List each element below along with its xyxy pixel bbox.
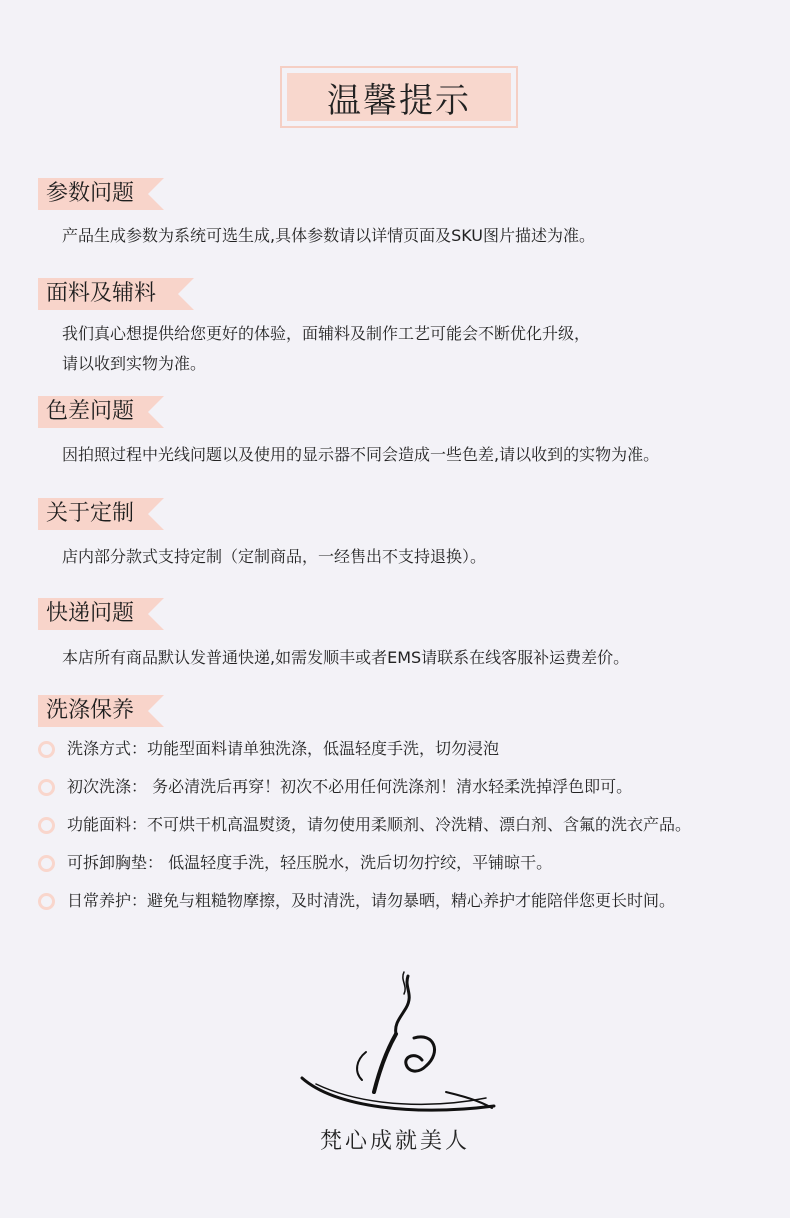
- section-text-color: 因拍照过程中光线问题以及使用的显示器不同会造成一些色差,请以收到的实物为准。: [62, 445, 660, 464]
- care-item: [38, 887, 675, 915]
- circle-bullet-icon: [38, 741, 55, 758]
- section-heading-text: 面料及辅料: [46, 281, 157, 306]
- section-heading-text: 参数问题: [46, 181, 135, 206]
- care-item: [38, 811, 691, 839]
- care-item: [38, 849, 552, 877]
- circle-bullet-icon: [38, 893, 55, 910]
- section-text-fabric-1: 我们真心想提供给您更好的体验，面辅料及制作工艺可能会不断优化升级，: [62, 324, 591, 343]
- section-heading-shipping: [38, 598, 134, 630]
- section-heading-text: 洗涤保养: [46, 698, 135, 723]
- page-title: 温馨提示: [287, 73, 511, 121]
- care-item-text: 日常养护：避免与粗糙物摩擦，及时清洗，请勿暴晒，精心养护才能陪伴您更长时间。: [67, 891, 676, 910]
- section-heading-care: [38, 695, 134, 727]
- circle-bullet-icon: [38, 855, 55, 872]
- section-heading-custom: [38, 498, 134, 530]
- care-item-text: 初次洗涤： 务必清洗后再穿！初次不必用任何洗涤剂！清水轻柔洗掉浮色即可。: [67, 777, 633, 796]
- section-text-params: 产品生成参数为系统可选生成,具体参数请以详情页面及SKU图片描述为准。: [62, 226, 596, 245]
- section-heading-text: 色差问题: [46, 399, 135, 424]
- section-text-shipping: 本店所有商品默认发普通快递,如需发顺丰或者EMS请联系在线客服补运费差价。: [62, 648, 630, 667]
- care-item-text: 洗涤方式：功能型面料请单独洗涤，低温轻度手洗，切勿浸泡: [67, 739, 500, 758]
- section-heading-text: 关于定制: [46, 501, 135, 526]
- brand-logo-icon: [296, 968, 500, 1118]
- section-heading-params: [38, 178, 134, 210]
- title-box: [280, 66, 518, 128]
- care-item: [38, 735, 499, 763]
- circle-bullet-icon: [38, 779, 55, 796]
- section-heading-text: 快递问题: [46, 601, 135, 626]
- brand-name: 梵心成就美人: [319, 1129, 470, 1154]
- section-text-custom: 店内部分款式支持定制（定制商品，一经售出不支持退换）。: [62, 547, 487, 566]
- section-heading-color: [38, 396, 134, 428]
- care-item-text: 可拆卸胸垫： 低温轻度手洗，轻压脱水，洗后切勿拧绞，平铺晾干。: [67, 853, 553, 872]
- section-heading-fabric: [38, 278, 156, 310]
- circle-bullet-icon: [38, 817, 55, 834]
- section-text-fabric-2: 请以收到实物为准。: [62, 354, 207, 373]
- care-item-text: 功能面料：不可烘干机高温熨烫，请勿使用柔顺剂、冷洗精、漂白剂、含氟的洗衣产品。: [67, 815, 692, 834]
- care-item: [38, 773, 632, 801]
